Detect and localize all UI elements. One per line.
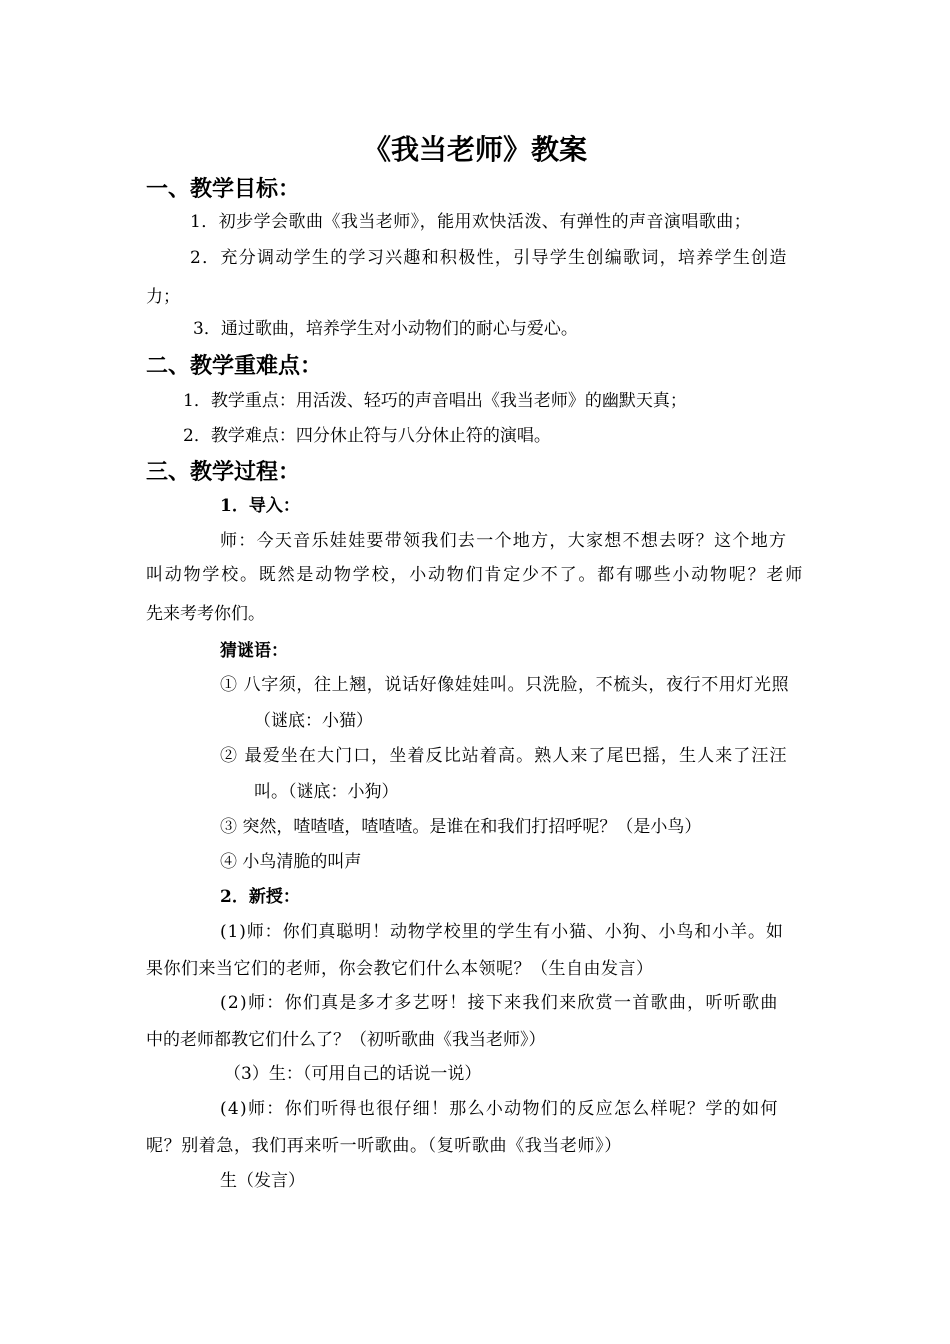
riddle-1-line-1: ① 八字须，往上翘，说话好像娃娃叫。只洗脸，不梳头，夜行不用灯光照 xyxy=(220,675,790,695)
key-point-item-2: 2．教学难点：四分休止符与八分休止符的演唱。 xyxy=(183,426,551,446)
goal-item-1: 1．初步学会歌曲《我当老师》，能用欢快活泼、有弹性的声音演唱歌曲； xyxy=(190,212,752,232)
intro-paragraph-line-2: 叫动物学校。既然是动物学校，小动物们肯定少不了。都有哪些小动物呢？老师 xyxy=(146,565,804,585)
document-title: 《我当老师》教案 xyxy=(362,133,587,166)
new-lesson-2-line-2: 中的老师都教它们什么了？（初听歌曲《我当老师》） xyxy=(146,1030,546,1050)
riddle-subheading: 猜谜语： xyxy=(220,641,288,661)
new-lesson-1-line-2: 果你们来当它们的老师，你会教它们什么本领呢？（生自由发言） xyxy=(146,959,654,979)
riddle-3: ③ 突然，喳喳喳，喳喳喳。是谁在和我们打招呼呢？（是小鸟） xyxy=(220,817,702,837)
goal-item-2-line-2: 力； xyxy=(146,287,180,307)
intro-paragraph-line-3: 先来考考你们。 xyxy=(146,604,265,624)
new-lesson-1-line-1: (1)师：你们真聪明！动物学校里的学生有小猫、小狗、小鸟和小羊。如 xyxy=(220,922,784,942)
new-lesson-2-line-1: (2)师：你们真是多才多艺呀！接下来我们来欣赏一首歌曲，听听歌曲 xyxy=(220,993,779,1013)
section-heading-process: 三、教学过程： xyxy=(146,459,301,485)
new-lesson-subheading: 2．新授： xyxy=(220,887,300,907)
new-lesson-3: （3）生：（可用自己的话说一说） xyxy=(224,1064,482,1084)
riddle-4: ④ 小鸟清脆的叫声 xyxy=(220,852,362,872)
new-lesson-4-line-2: 呢？别着急，我们再来听一听歌曲。（复听歌曲《我当老师》） xyxy=(146,1136,622,1156)
intro-paragraph-line-1: 师：今天音乐娃娃要带领我们去一个地方，大家想不想去呀？这个地方 xyxy=(220,531,788,551)
riddle-2-line-2: 叫。（谜底：小狗） xyxy=(254,782,399,802)
section-heading-goals: 一、教学目标： xyxy=(146,176,301,202)
new-lesson-4-line-1: (4)师：你们听得也很仔细！那么小动物们的反应怎么样呢？学的如何 xyxy=(220,1099,779,1119)
riddle-1-line-2: （谜底：小猫） xyxy=(254,711,373,731)
key-point-item-1: 1．教学重点：用活泼、轻巧的声音唱出《我当老师》的幽默天真； xyxy=(183,391,687,411)
intro-subheading: 1．导入： xyxy=(220,496,300,516)
new-lesson-5: 生（发言） xyxy=(220,1171,305,1191)
section-heading-key-points: 二、教学重难点： xyxy=(146,353,323,379)
goal-item-2-line-1: 2．充分调动学生的学习兴趣和积极性，引导学生创编歌词，培养学生创造 xyxy=(190,248,788,268)
goal-item-3: 3．通过歌曲，培养学生对小动物们的耐心与爱心。 xyxy=(193,319,578,339)
riddle-2-line-1: ② 最爱坐在大门口，坐着反比站着高。熟人来了尾巴摇，生人来了汪汪 xyxy=(220,746,788,766)
